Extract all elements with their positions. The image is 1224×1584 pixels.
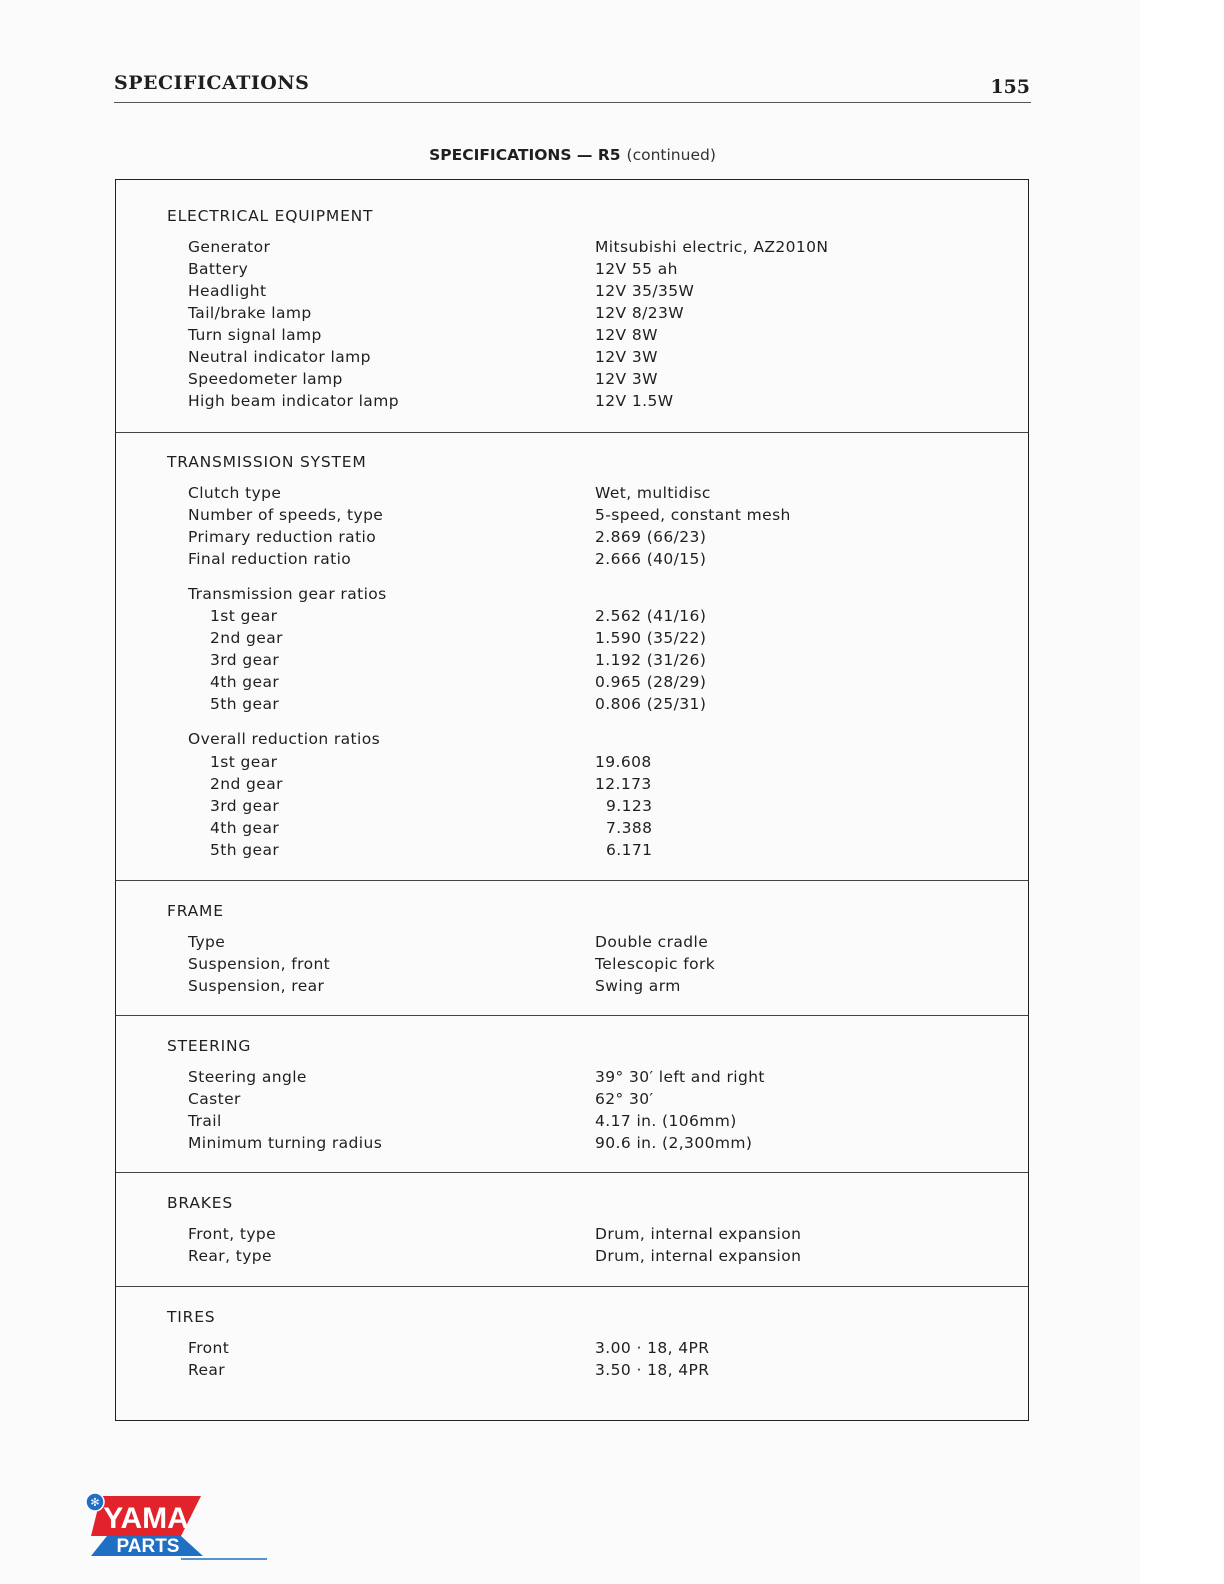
table-title-main: SPECIFICATIONS — R5 <box>429 146 621 164</box>
spec-row: Turn signal lamp 12V 8W <box>188 326 658 344</box>
spec-row: Minimum turning radius 90.6 in. (2,300mm) <box>188 1134 753 1152</box>
spec-row: Trail 4.17 in. (106mm) <box>188 1112 737 1130</box>
section-transmission <box>116 432 1028 881</box>
table-title <box>114 146 1031 164</box>
spec-row: High beam indicator lamp 12V 1.5W <box>188 392 674 410</box>
spec-row: 4th gear 0.965 (28/29) <box>210 673 707 691</box>
spec-row: Rear 3.50 · 18, 4PR <box>188 1361 710 1379</box>
svg-text:✻: ✻ <box>90 1496 100 1509</box>
section-heading: TRANSMISSION SYSTEM <box>167 453 367 471</box>
section-heading: FRAME <box>167 902 224 920</box>
spec-row: 1st gear 19.608 <box>210 753 652 771</box>
table-title-note: (continued) <box>626 146 716 164</box>
spec-row: Headlight 12V 35/35W <box>188 282 695 300</box>
spec-row: 3rd gear 1.192 (31/26) <box>210 651 707 669</box>
section-heading: STEERING <box>167 1037 252 1055</box>
section-electrical <box>116 180 1028 432</box>
section-brakes <box>116 1172 1028 1287</box>
spec-row: Number of speeds, type 5-speed, constant mesh <box>188 506 791 524</box>
spec-row: Final reduction ratio 2.666 (40/15) <box>188 550 707 568</box>
header-rule <box>114 102 1031 103</box>
spec-row: Suspension, rear Swing arm <box>188 977 681 995</box>
spec-row: Neutral indicator lamp 12V 3W <box>188 348 658 366</box>
page-number: 155 <box>990 76 1030 98</box>
spec-row: Tail/brake lamp 12V 8/23W <box>188 304 684 322</box>
spec-row: Speedometer lamp 12V 3W <box>188 370 658 388</box>
spec-row: Type Double cradle <box>188 933 709 951</box>
spec-row: 5th gear 6.171 <box>210 841 653 859</box>
spec-row: Generator Mitsubishi electric, AZ2010N <box>188 238 829 256</box>
spec-row: Suspension, front Telescopic fork <box>188 955 716 973</box>
section-heading: ELECTRICAL EQUIPMENT <box>167 207 374 225</box>
spec-row: Rear, type Drum, internal expansion <box>188 1247 802 1265</box>
section-frame <box>116 880 1028 1016</box>
spec-row: Front 3.00 · 18, 4PR <box>188 1339 710 1357</box>
spec-row: Steering angle 39° 30′ left and right <box>188 1068 765 1086</box>
spec-row: Front, type Drum, internal expansion <box>188 1225 802 1243</box>
spec-row: 5th gear 0.806 (25/31) <box>210 695 707 713</box>
logo-text-bottom: PARTS <box>116 1536 180 1557</box>
spec-row: Clutch type Wet, multidisc <box>188 484 711 502</box>
spec-row: 4th gear 7.388 <box>210 819 653 837</box>
logo-text-top: YAMA <box>103 1502 189 1535</box>
spec-row: 2nd gear 1.590 (35/22) <box>210 629 707 647</box>
specifications-table <box>115 179 1029 1421</box>
section-steering <box>116 1015 1028 1173</box>
section-heading: TIRES <box>167 1308 216 1326</box>
spec-row: Caster 62° 30′ <box>188 1090 654 1108</box>
spec-row: 2nd gear 12.173 <box>210 775 652 793</box>
section-heading: BRAKES <box>167 1194 233 1212</box>
subsection-heading: Transmission gear ratios <box>188 585 387 603</box>
running-header: SPECIFICATIONS <box>114 72 310 94</box>
spec-row: Primary reduction ratio 2.869 (66/23) <box>188 528 707 546</box>
yamaparts-logo <box>83 1492 273 1562</box>
spec-row: Battery 12V 55 ah <box>188 260 678 278</box>
spec-row: 1st gear 2.562 (41/16) <box>210 607 707 625</box>
subsection-heading: Overall reduction ratios <box>188 730 381 748</box>
section-tires <box>116 1286 1028 1420</box>
spec-row: 3rd gear 9.123 <box>210 797 653 815</box>
